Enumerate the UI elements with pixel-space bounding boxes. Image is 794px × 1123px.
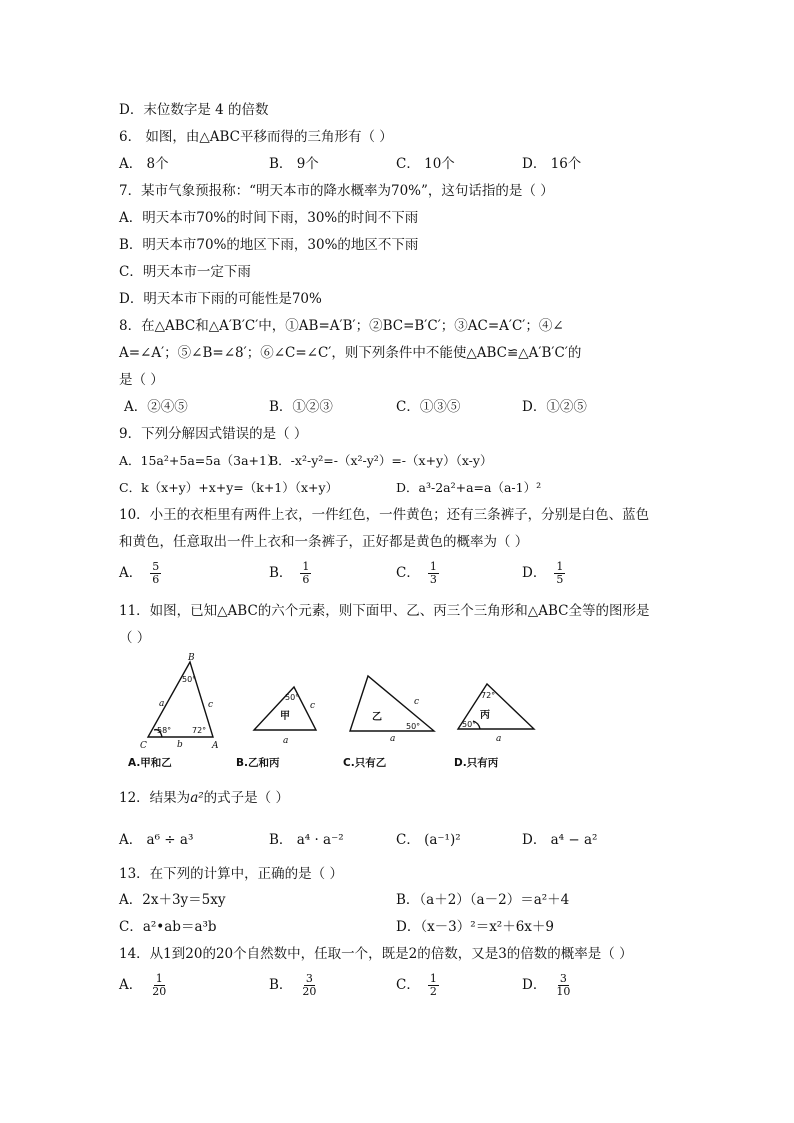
- q6-option-d: D． 16个: [522, 156, 582, 172]
- q10-stem-line2: 和黄色，任意取出一件上衣和一条裤子，正好都是黄色的概率为（ ）: [119, 534, 529, 550]
- angle-b-label: 50°: [182, 675, 197, 684]
- denominator: 20: [152, 985, 167, 998]
- q6-option-a: A． 8个: [119, 156, 169, 172]
- denominator: 6: [302, 573, 310, 586]
- denominator: 3: [429, 573, 437, 586]
- q13-option-d: D．（x－3）²＝x²＋6x＋9: [396, 919, 555, 935]
- q10-option-c: [396, 561, 439, 586]
- jia-name-label: 甲: [280, 711, 290, 722]
- q8-option-c: C．①③⑤: [396, 399, 461, 415]
- side-c-label: c: [208, 700, 214, 710]
- numerator: 1: [302, 560, 310, 573]
- q11-option-a: A.甲和乙: [128, 757, 172, 769]
- q10-stem-line1: 10．小王的衣柜里有两件上衣，一件红色，一件黄色；还有三条裤子，分别是白色、蓝色: [119, 507, 650, 523]
- denominator: 5: [556, 573, 564, 586]
- q11-option-d: D.只有丙: [454, 757, 499, 769]
- q7-option-b: B．明天本市70%的地区下雨，30%的地区不下雨: [119, 237, 419, 253]
- q12-option-d: D． a⁴ − a²: [522, 832, 598, 848]
- q13-option-c: C．a²•ab＝a³b: [119, 919, 217, 935]
- q9-option-a: A．15a²+5a=5a（3a+1）: [119, 453, 280, 468]
- q10-option-d: [522, 561, 565, 586]
- q14-option-b: [269, 973, 318, 998]
- option-label: D．: [522, 565, 547, 581]
- q14-option-c: [396, 973, 439, 998]
- vertex-a-label: A: [212, 741, 219, 751]
- numerator: 1: [556, 560, 564, 573]
- q13-option-b: B．（a＋2）（a－2）＝a²＋4: [396, 892, 570, 908]
- q7-option-d: D．明天本市下雨的可能性是70%: [119, 291, 322, 307]
- denominator: 20: [302, 985, 317, 998]
- fraction: [150, 973, 168, 998]
- yi-angle-label: 50°: [406, 722, 421, 731]
- side-b-label: b: [177, 740, 183, 750]
- option-label: B．: [269, 565, 293, 581]
- q12-stem-prefix: 12．结果为: [119, 790, 191, 806]
- q8-option-a: A．②④⑤: [124, 399, 188, 415]
- q13-option-a: A．2x＋3y＝5xy: [119, 892, 226, 908]
- q13-stem: 13．在下列的计算中，正确的是（ ）: [119, 866, 343, 882]
- q14-option-d: [522, 973, 572, 998]
- q11-stem-line2: （ ）: [119, 630, 151, 646]
- q6-option-b: B． 9个: [269, 156, 319, 172]
- fraction: [150, 561, 161, 586]
- denominator: 6: [152, 573, 160, 586]
- denominator: 2: [429, 985, 437, 998]
- q8-option-d: D．①②⑤: [522, 399, 587, 415]
- option-label: D．: [522, 977, 547, 993]
- fraction: [300, 973, 318, 998]
- numerator: 1: [429, 560, 437, 573]
- q12-option-b: B． a⁴ · a⁻²: [269, 832, 344, 848]
- fraction: [428, 561, 439, 586]
- q12-stem: [119, 789, 289, 807]
- jia-side-c-label: c: [310, 701, 316, 711]
- fraction: [554, 973, 572, 998]
- side-a-label: a: [159, 699, 165, 709]
- q12-stem-expression: a²: [190, 790, 204, 806]
- bing-name-label: 丙: [480, 710, 490, 721]
- q9-option-c: C．k（x+y）+x+y=（k+1）（x+y）: [119, 480, 339, 495]
- numerator: 3: [305, 972, 313, 985]
- q6-option-c: C． 10个: [396, 156, 455, 172]
- q7-stem: 7．某市气象预报称：“明天本市的降水概率为70%”，这句话指的是（ ）: [119, 183, 554, 199]
- numerator: 1: [155, 972, 163, 985]
- q8-stem-line1: 8．在△ABC和△A′B′C′中，①AB=A′B′；②BC=B′C′；③AC=A′C′；④∠: [119, 318, 564, 334]
- numerator: 3: [559, 972, 567, 985]
- q6-stem: 6． 如图，由△ABC平移而得的三角形有（ ）: [119, 129, 393, 145]
- option-label: A．: [119, 565, 143, 581]
- q11-option-b: B.乙和丙: [236, 757, 280, 769]
- bing-angle1-label: 72°: [481, 691, 496, 700]
- vertex-c-label: C: [140, 741, 147, 751]
- fraction: [300, 561, 311, 586]
- q12-stem-suffix: 的式子是（ ）: [203, 790, 289, 806]
- jia-angle-label: 50°: [285, 693, 300, 702]
- q14-option-a: [119, 973, 168, 998]
- q14-stem: 14．从1到20的20个自然数中，任取一个，既是2的倍数，又是3的倍数的概率是（ ）: [119, 946, 633, 962]
- q9-option-b: B．-x²-y²=-（x²-y²）=-（x+y）（x-y）: [269, 453, 493, 468]
- angle-c-label: 58°: [157, 726, 172, 735]
- numerator: 5: [152, 560, 160, 573]
- fraction: [428, 973, 439, 998]
- angle-a-label: 72°: [192, 726, 207, 735]
- q10-option-a: [119, 561, 161, 586]
- option-label: B．: [269, 977, 293, 993]
- option-label: A．: [119, 977, 143, 993]
- yi-side-c-label: c: [414, 697, 420, 707]
- q7-option-c: C．明天本市一定下雨: [119, 264, 251, 280]
- q11-stem-line1: 11．如图，已知△ABC的六个元素，则下面甲、乙、丙三个三角形和△ABC全等的图形是: [119, 603, 650, 619]
- q9-option-d: D．a³-2a²+a=a（a-1）²: [396, 480, 542, 495]
- option-label: C．: [396, 977, 420, 993]
- yi-side-a-label: a: [390, 734, 396, 744]
- q7-option-a: A．明天本市70%的时间下雨，30%的时间不下雨: [119, 210, 419, 226]
- q10-option-b: [269, 561, 311, 586]
- q11-triangles-figure: [118, 652, 538, 777]
- bing-angle2-label: 50°: [462, 720, 477, 729]
- option-label: C．: [396, 565, 420, 581]
- denominator: 10: [556, 985, 571, 998]
- triangle-yi: [350, 676, 434, 731]
- q12-option-c: C． (a⁻¹)²: [396, 832, 461, 848]
- q11-option-c: C.只有乙: [343, 757, 387, 769]
- q8-stem-line2: A=∠A′；⑤∠B=∠8′；⑥∠C=∠C′，则下列条件中不能使△ABC≌△A′B′C′的: [119, 345, 582, 361]
- vertex-b-label: B: [188, 653, 195, 663]
- q9-stem: 9．下列分解因式错误的是（ ）: [119, 426, 308, 442]
- q12-option-a: A． a⁶ ÷ a³: [119, 832, 194, 848]
- fraction: [554, 561, 565, 586]
- jia-side-a-label: a: [283, 736, 289, 746]
- bing-side-a-label: a: [496, 734, 502, 744]
- numerator: 1: [429, 972, 437, 985]
- q8-option-b: B．①②③: [269, 399, 333, 415]
- q8-stem-line3: 是（ ）: [119, 372, 164, 388]
- yi-name-label: 乙: [372, 712, 382, 723]
- q5-option-d: D．末位数字是 4 的倍数: [119, 102, 269, 118]
